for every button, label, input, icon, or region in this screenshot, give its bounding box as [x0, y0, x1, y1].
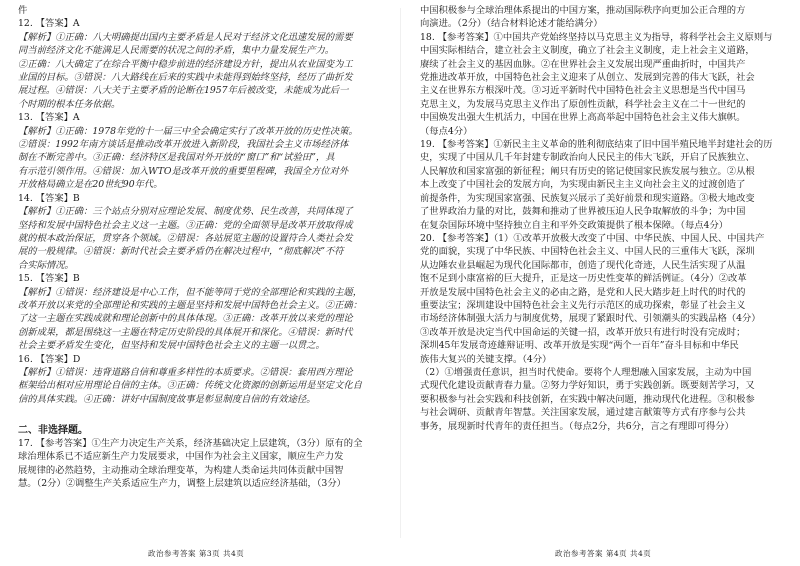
text-line: 社会主要矛盾发生变化，但坚持和发展中国特色社会主义的主题一以贯之。 — [18, 340, 325, 352]
footer-right: 政治参考答案 第4页 共4页 — [555, 549, 652, 558]
text-line: 就的根本政治保证，贯穿各个领域。②错误：各站展览主题的设置符合人类社会发 — [18, 232, 353, 244]
text-line: 克思主义，为发展马克思主义作出了原创性贡献，科学社会主义在二十一世纪的 — [420, 98, 746, 110]
text-line: 14. 【答案】B — [18, 192, 80, 204]
left-column — [18, 4, 384, 491]
text-line: 饱不足到小康富裕的巨大提升，正是这一历史性变革的鲜活例证。（4分）②改革 — [420, 273, 747, 285]
text-line: 【解析】①正确：三个站点分别对应理论发展、制度优势、民生改善，共同体现了 — [18, 206, 353, 218]
right-column — [420, 4, 786, 433]
text-line: ②正确：八大确定了在综合平衡中稳步前进的经济建设方针，提出从农业国变为工 — [18, 58, 353, 70]
column-divider — [400, 8, 401, 538]
text-line: 坚持和发展中国特色社会主义这一主题。③正确：党的全面领导是改革开放取得成 — [18, 219, 353, 231]
text-line: 件 — [18, 5, 28, 16]
text-line: 式现代化建设贡献青春力量。②努力学好知识，勇于实践创新。既要刻苦学习，又 — [420, 380, 755, 392]
text-line: 前提条件，为实现国家富强、民族复兴展示了美好前景和现实道路。③极大地改变 — [420, 192, 755, 204]
text-line: 中国积极参与全球治理体系提出的中国方案，推动国际秩序向更加公正合理的方 — [420, 5, 746, 16]
text-line: 框架给出相对应用理论自信的主体。③正确：传统文化资源的创新运用是坚定文化自 — [18, 380, 362, 392]
text-line: 在复杂国际环境中坚持独立自主和平外交政策提供了根本保障。（每点4分） — [420, 219, 729, 231]
text-line: 主义在世界东方根深叶茂。③习近平新时代中国特色社会主义思想是当代中国马 — [420, 85, 746, 97]
text-line: 【解析】①错误：经济建设是中心工作，但不能等同于党的全部理论和实践的主题， — [18, 286, 362, 298]
text-line: 18. 【参考答案】①中国共产党始终坚持以马克思主义为指导，将科学社会主义原则与 — [420, 31, 773, 43]
text-line: 改革开放以来党的全部理论和实践的主题是坚持和发展中国特色社会主义。②正确： — [18, 299, 362, 311]
text-line: 20. 【参考答案】（1）①改革开放极大改变了中国、中华民族、中国人民、中国共产 — [420, 232, 765, 244]
text-line: 制在不断完善中。③正确：经济特区是我国对外开放的“窗口”和“试验田”，具 — [18, 152, 335, 164]
text-line: 信的具体实践。④正确：讲好中国制度故事是彰显制度自信的有效途径。 — [18, 393, 316, 405]
text-line: 中国实际相结合，建立社会主义制度，确立了社会主义制度，走上社会主义道路， — [420, 45, 755, 57]
text-line: 了世界政治力量的对比，鼓舞和推动了世界被压迫人民争取解放的斗争；为中国 — [420, 206, 746, 218]
text-line: 中国焕发出强大生机活力，中国在世界上高高举起中国特色社会主义伟大旗帜。 — [420, 112, 746, 124]
text-line: 15. 【答案】B — [18, 273, 80, 285]
text-line: ③改革开放是决定当代中国命运的关键一招，改革开放只有进行时没有完成时； — [420, 326, 746, 338]
text-line: 党的面貌，实现了中华民族、中国特色社会主义、中国人民的三重伟大飞跃，深圳 — [420, 246, 755, 258]
text-line: 深圳45年发展奇迹雄辩证明、改革开放是实现“两个一百年”奋斗目标和中华民 — [420, 340, 739, 352]
text-line: 有示范引领作用。④错误：加入WTO是改革开放的重要里程碑，我国全方位对外 — [18, 165, 349, 177]
text-line: 17. 【参考答案】①生产力决定生产关系，经济基础决定上层建筑，（3分）原有的全 — [18, 438, 363, 449]
text-line: 个时期的根本任务依据。 — [18, 98, 121, 110]
text-line: 业国的目标。③错误：八大路线在后来的实践中未能得到始终坚持，经历了曲折发 — [18, 72, 353, 84]
text-line: 19. 【参考答案】①新民主主义革命的胜利彻底结束了旧中国半殖民地半封建社会的历 — [420, 139, 773, 151]
text-line: ②错误：1992年南方谈话是推动改革开放进入新阶段，我国社会主义市场经济体 — [18, 139, 349, 151]
text-line: 要积极参与社会实践和科技创新，在实践中解决问题，推动现代化进程。③积极参 — [420, 393, 755, 405]
text-line: 同当前经济文化不能满足人民需要的状况之间的矛盾，集中力量发展生产力。 — [18, 45, 335, 57]
text-line: 展规律的必然趋势，主动推动全球治理变革，为构建人类命运共同体贡献中国智 — [18, 464, 344, 476]
text-line: 事务，展现新时代青年的责任担当。（每点2分，共6分，言之有理即可得分） — [420, 420, 734, 432]
text-line: 球治理体系已不适应新生产力发展要求，中国作为社会主义国家，顺应生产力发 — [18, 451, 344, 463]
text-line: 人民解放和国家富强的新征程；阐只有历史的铭记使国家民族发展与独立。②从根 — [420, 165, 755, 177]
text-line: （2）①增强责任意识，担当时代使命。要将个人理想融入国家发展，主动为中国 — [420, 366, 752, 378]
text-line: 开放是发展中国特色社会主义的必由之路，是党和人民大踏步赶上时代的时代的 — [420, 286, 746, 298]
text-line: 展过程。④错误：八大关于主要矛盾的论断在1957年后被改变，未能成为此后一 — [18, 85, 349, 97]
text-line: 合实际情况。 — [18, 259, 74, 271]
text-line: 族伟大复兴的关键支撑。（4分） — [420, 353, 552, 365]
text-line: 慧。（2分）②调整生产关系适应生产力，调整上层建筑以适应经济基础，（3分） — [18, 478, 346, 490]
text-line: 重要法宝；深圳建设中国特色社会主义先行示范区的成功探索，彰显了社会主义 — [420, 299, 746, 311]
text-line: 向演进。（2分）（结合材料论述才能给满分） — [420, 18, 603, 30]
text-line: 【解析】①正确：1978年党的十一届三中全会确定实行了改革开放的历史性决策。 — [18, 125, 358, 137]
text-line: 史，实现了中国从几千年封建专制政治向人民民主的伟大飞跃，开启了民族独立、 — [420, 152, 755, 164]
text-line: 市场经济体制强大活力与制度优势，展现了紧跟时代、引领潮头的实践品格（4分） — [420, 313, 761, 325]
text-line: 12. 【答案】A — [18, 18, 80, 30]
text-line: 【解析】①正确：八大明确提出国内主要矛盾是人民对于经济文化迅速发展的需要 — [18, 31, 353, 43]
text-line — [18, 406, 384, 419]
text-line: 党推进改革开放，中国特色社会主义迎来了从创立、发展到完善的伟大飞跃，社会 — [420, 72, 755, 84]
text-line: 赓续了社会主义的基因血脉。②在世界社会主义发展出现严重曲折时，中国共产 — [420, 58, 746, 70]
text-line: 展的一般规律。④错误：新时代社会主要矛盾仍在解决过程中，“彻底解决”不符 — [18, 246, 344, 258]
text-line: 从边陲农业县崛起为现代化国际都市，创造了现代化奇迹，人民生活实现了从温 — [420, 259, 746, 271]
text-line: 开放格局确立是在20世纪90年代。 — [18, 179, 163, 191]
text-line: 【解析】①错误：违背道路自信和尊重多样性的本质要求。②错误：套用西方理论 — [18, 366, 353, 378]
text-line: （每点4分） — [420, 125, 473, 137]
text-line: 二、非选择题。 — [18, 424, 88, 436]
text-line: 了这一主题在实践成就和理论创新中的具体体现。③正确：改革开放以来党的理论 — [18, 313, 353, 325]
text-line: 与社会调研、贡献青年智慧。关注国家发展，通过建言献策等方式有序参与公共 — [420, 407, 746, 419]
text-line: 13. 【答案】A — [18, 112, 80, 124]
footer-left: 政治参考答案 第3页 共4页 — [148, 549, 245, 558]
text-line: 创新成果，都是围绕这一主题在特定历史阶段的具体展开和深化。④错误：新时代 — [18, 326, 353, 338]
text-line: 16. 【答案】D — [18, 353, 81, 365]
text-line: 本上改变了中国社会的发展方向，为实现由新民主主义向社会主义的过渡创造了 — [420, 179, 746, 191]
